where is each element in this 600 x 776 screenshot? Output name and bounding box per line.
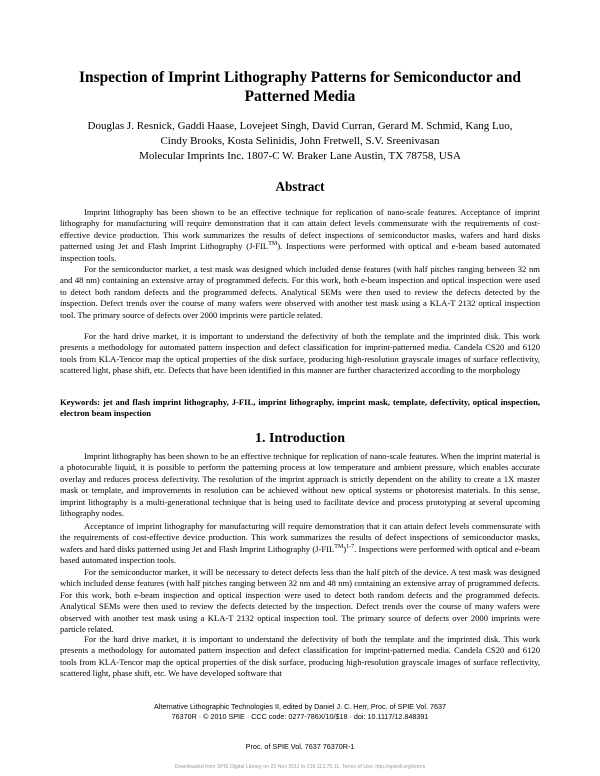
introduction-heading: 1. Introduction: [255, 431, 345, 446]
abstract-paragraph-2: For the semiconductor market, a test mask was designed which included dense features (with half pitches ranging between 32 nm and 48 nm) containing an extensive array of programmed defects. For this work, both e-beam inspection and optical inspection were used to detect both random defects and the programmed defects. Analytical SEMs were then used to review the defects detected by the inspection. Defect trends over the course of many wafers were observed with another test mask using a KLA-T 2132 optical inspection tool. The primary source of defects over 2000 imprints were particle related.: [60, 264, 540, 320]
download-note: Downloaded from SPIE Digital Library on 23 Nov 2011 to 216.113.75.11. Terms of Use: http://spiedl.org/terms: [174, 764, 426, 770]
intro-paragraph-3: For the semiconductor market, it will be necessary to detect defects less than the half pitch of the device. A test mask was designed which included dense features (with half pitches ranging between 32 nm and 48 nm) containing an extensive array of programmed defects. For this work, both e-beam inspection and optical inspection were used to detect both random defects and the programmed defects. Analytical SEMs were then used to review the defects detected by the inspection. Defect trends over the course of many wafers were observed with another test mask using a KLA-T 2132 optical inspection tool. The primary source of defects over 2000 imprints were particle related.: [60, 567, 540, 635]
intro-paragraph-2: Acceptance of imprint lithography for manufacturing will require demonstration that it can attain defect levels commensurate with the requirements of cost-effective device production. This work summarizes the results of defect inspections of semiconductor masks, wafers and hard disks patterned using Jet and Flash Imprint Lithography $(J-FIL™)^{1-7}$. Inspections were performed with optical and e-beam based automated inspection tools.: [60, 521, 540, 566]
authors-line-1: Douglas J. Resnick, Gaddi Haase, Lovejeet Singh, David Curran, Gerard M. Schmid, Kang Luo,: [87, 120, 513, 132]
abstract-heading: Abstract: [275, 179, 325, 194]
keywords: Keywords: jet and flash imprint lithography, J-FIL, imprint lithography, imprint mask, template, defectivity, optical inspection, electron beam inspection: [60, 397, 540, 419]
affiliation: Molecular Imprints Inc. 1807-C W. Braker Lane Austin, TX 78758, USA: [139, 150, 461, 162]
intro-paragraph-1: Imprint lithography has been shown to be an effective technique for replication of nano-scale features. When the imprint material is a photocurable liquid, it is possible to perform the patterning process at low temperature and ambient pressure, which enables accurate overlay and reduces process defectivity. The resolution of the imprint approach is strictly dependent on the ability to create a 1X master mask or template, and improvements in resolution can be achieved without new optical systems or photoresist materials. In this sense, imprint lithography is a multi-generational technique that is being used to facilitate device and process prototyping at several upcoming lithography nodes.: [60, 451, 540, 519]
title-line-1: Inspection of Imprint Lithography Patterns for Semiconductor and: [79, 69, 521, 86]
abstract-paragraph-3: For the hard drive market, it is important to understand the defectivity of both the template and the imprinted disk. This work presents a methodology for automated pattern inspection and defect classification for imprint-patterned media. Candela CS20 and 6120 tools from KLA-Tencor map the optical properties of the disk surface, producing high-resolution grayscale images of surface reflectivity, scattered light, phase shift, etc. Defects that have been identified in this manner are further characterized according to the morphology: [60, 331, 540, 376]
citation-line-2: 76370R · © 2010 SPIE · CCC code: 0277-786X/10/$18 · doi: 10.1117/12.848391: [171, 711, 429, 721]
abstract-paragraph-1: Imprint lithography has been shown to be an effective technique for replication of nano-scale features. Acceptance of imprint lithography for manufacturing will require demonstration that it can attain defect levels commensurate with the requirements of cost-effective device production. This work summarizes the results of defect inspections of semiconductor masks, wafers and hard disks patterned using Jet and Flash Imprint Lithography (J-FIL™). Inspections were performed with optical and e-beam based automated inspection tools.: [60, 207, 540, 263]
page-number: Proc. of SPIE Vol. 7637 76370R-1: [245, 742, 355, 751]
citation-line-1: Alternative Lithographic Technologies II, edited by Daniel J. C. Herr, Proc. of SPIE Vol. 7637: [154, 702, 446, 711]
intro-paragraph-4: For the hard drive market, it is important to understand the defectivity of both the template and the imprinted disk. This work presents a methodology for automated pattern inspection and defect classification for imprint-patterned media. Candela CS20 and 6120 tools from KLA-Tencor map the optical properties of the disk surface, producing high-resolution grayscale images of surface reflectivity, scattered light, phase shift, etc. We have developed software that: [60, 634, 540, 679]
paper-title: [60, 68, 540, 106]
citation-footer: [60, 702, 540, 721]
author-block: [60, 119, 540, 164]
title-line-2: Patterned Media: [244, 88, 356, 105]
authors-line-2: Cindy Brooks, Kosta Selinidis, John Fretwell, S.V. Sreenivasan: [160, 135, 440, 147]
